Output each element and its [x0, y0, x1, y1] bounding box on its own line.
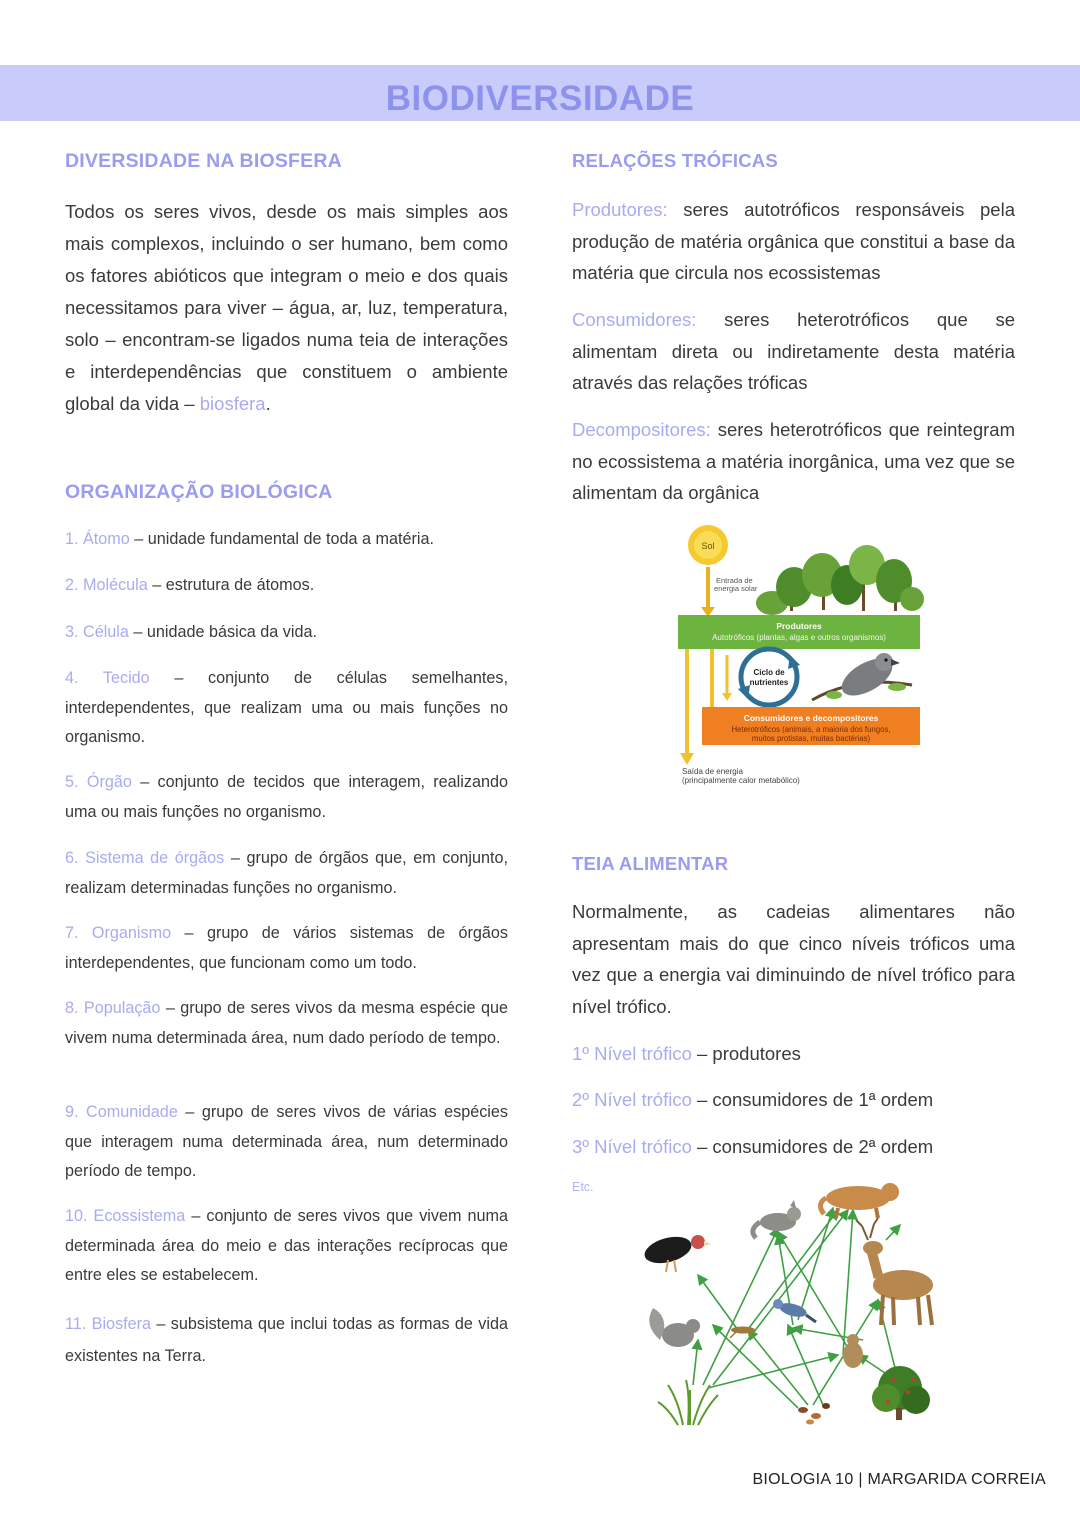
org-term: 3. Célula: [65, 623, 129, 641]
saida-label-1: Saída de energia: [682, 767, 743, 776]
diversidade-end: .: [265, 393, 271, 414]
org-desc: – conjunto de células semelhantes, interdependentes, que realizam uma ou mais funções no organismo.: [65, 669, 508, 746]
jay-illustration: [773, 1299, 816, 1322]
grass-illustration: [658, 1380, 718, 1425]
deer-illustration: [856, 1218, 933, 1325]
produtores-title: Produtores: [776, 621, 822, 631]
relacao-desc: seres heterotróficos que reintegram no ecossistema a matéria inorgânica, uma vez que se alimentam da orgânica: [572, 419, 1015, 503]
forest-illustration: [756, 545, 924, 615]
trophic-term: 3º Nível trófico: [572, 1136, 692, 1157]
org-item-biosfera: [65, 1308, 508, 1372]
org-desc: – grupo de seres vivos de várias espécies que interagem numa determinada área, num determinado período de tempo.: [65, 1103, 508, 1180]
nutrient-cycle-icon: [741, 649, 797, 705]
relacao-produtores: [572, 194, 1015, 289]
relacao-consumidores: [572, 304, 1015, 399]
organizacao-title: ORGANIZAÇÃO BIOLÓGICA: [65, 481, 333, 503]
org-item-molecula: [65, 571, 508, 601]
page-title: BIODIVERSIDADE: [385, 79, 695, 118]
org-item-sistema: [65, 844, 508, 903]
org-term: 2. Molécula: [65, 576, 148, 594]
squirrel-illustration: [649, 1308, 700, 1347]
energy-flow-diagram: [672, 525, 932, 795]
consumidores-sub-2: muitos protistas, muitas bactérias): [751, 734, 871, 743]
org-item-atomo: [65, 525, 508, 555]
org-term: 9. Comunidade: [65, 1103, 178, 1121]
relacao-decompositores: [572, 414, 1015, 509]
org-item-organismo: [65, 919, 508, 978]
food-web-illustration: [638, 1180, 983, 1435]
title-banner: [0, 65, 1080, 121]
trophic-level-1: [572, 1040, 1015, 1068]
org-term: 5. Órgão: [65, 773, 132, 791]
org-item-populacao: [65, 994, 508, 1053]
seeds-illustration: [798, 1403, 830, 1425]
org-desc: – grupo de seres vivos da mesma espécie que vivem numa determinada área, num dado período de tempo.: [65, 999, 508, 1047]
org-desc: – estrutura de átomos.: [147, 576, 315, 594]
org-desc: – subsistema que inclui todas as formas de vida existentes na Terra.: [65, 1315, 508, 1365]
org-item-tecido: [65, 664, 508, 753]
trophic-level-3: [572, 1133, 1015, 1161]
bird-illustration: [812, 651, 912, 703]
trophic-desc: – consumidores de 2ª ordem: [691, 1136, 934, 1157]
page-footer: BIOLOGIA 10 | MARGARIDA CORREIA: [752, 1471, 1046, 1488]
org-item-celula: [65, 618, 508, 648]
entrada-label-1: Entrada de: [716, 576, 753, 585]
trophic-desc: – consumidores de 1ª ordem: [691, 1089, 934, 1110]
relacao-desc: seres autotróficos responsáveis pela produção de matéria orgânica que constitui a base da matéria que circula nos ecossistemas: [572, 199, 1015, 283]
fox-illustration: [753, 1200, 801, 1238]
vulture-illustration: [642, 1232, 711, 1272]
org-term: 7. Organismo: [65, 924, 172, 942]
diversidade-text: Todos os seres vivos, desde os mais simples aos mais complexos, incluindo o ser humano, bem como os fatores abióticos que integram o meio e dos quais necessitamos para viver – água, ar, luz, temperatura, solo – encontram-se ligados numa teia de interações e interdependências que constituem o ambiente global da vida –: [65, 201, 508, 414]
entrada-label-2: energia solar: [714, 584, 758, 593]
sun-label: Sol: [701, 541, 715, 551]
org-term: 10. Ecossistema: [65, 1207, 186, 1225]
bush-illustration: [872, 1366, 930, 1420]
relacoes-title: RELAÇÕES TRÓFICAS: [572, 150, 778, 171]
consumidores-sub-1: Heterotróficos (animais, a maioria dos fungos,: [731, 725, 891, 734]
org-desc: – grupo de órgãos que, em conjunto, realizam determinadas funções no organismo.: [65, 849, 509, 897]
etc-label: Etc.: [572, 1180, 594, 1194]
trophic-term: 1º Nível trófico: [572, 1043, 692, 1064]
org-term: 11. Biosfera: [65, 1315, 152, 1333]
teia-title: TEIA ALIMENTAR: [572, 853, 729, 874]
produtores-sub: Autotróficos (plantas, algas e outros organismos): [712, 633, 886, 642]
org-desc: – grupo de vários sistemas de órgãos interdependentes, que funcionam como um todo.: [65, 924, 508, 972]
org-term: 4. Tecido: [65, 669, 150, 687]
trophic-desc: – produtores: [691, 1043, 801, 1064]
org-desc: – conjunto de seres vivos que vivem numa determinada área do meio e das interações recíprocas que entre eles se estabelecem.: [65, 1207, 508, 1284]
org-desc: – conjunto de tecidos que interagem, realizando uma ou mais funções no organismo.: [65, 773, 508, 821]
relacao-desc: seres heterotróficos que se alimentam direta ou indiretamente desta matéria através das relações tróficas: [572, 309, 1015, 393]
org-item-comunidade: [65, 1098, 508, 1187]
energy-exit-arrow: [680, 753, 694, 765]
trophic-term: 2º Nível trófico: [572, 1089, 692, 1110]
org-item-ecossistema: [65, 1202, 508, 1291]
consumidores-title: Consumidores e decompositores: [743, 713, 879, 723]
relacao-term: Decompositores:: [572, 419, 711, 440]
diversidade-title: DIVERSIDADE NA BIOSFERA: [65, 150, 342, 172]
ciclo-label-2: nutrientes: [749, 678, 789, 687]
teia-paragraph: Normalmente, as cadeias alimentares não apresentam mais do que cinco níveis tróficos uma vez que a energia vai diminuindo de nível trófico para nível trófico.: [572, 901, 1015, 1017]
trophic-level-2: [572, 1086, 1015, 1114]
org-desc: – unidade básica da vida.: [128, 623, 317, 641]
org-item-orgao: [65, 768, 508, 827]
saida-label-2: (principalmente calor metabólico): [682, 776, 800, 785]
biosfera-term: biosfera: [199, 393, 266, 414]
org-term: 8. População: [65, 999, 161, 1017]
ciclo-label-1: Ciclo de: [753, 668, 785, 677]
relacao-term: Consumidores:: [572, 309, 697, 330]
relacao-term: Produtores:: [572, 199, 668, 220]
org-desc: – unidade fundamental de toda a matéria.: [129, 530, 434, 548]
org-term: 1. Átomo: [65, 530, 130, 548]
org-term: 6. Sistema de órgãos: [65, 849, 225, 867]
grasshopper-illustration: [730, 1327, 755, 1339]
diversidade-paragraph: [65, 196, 508, 420]
